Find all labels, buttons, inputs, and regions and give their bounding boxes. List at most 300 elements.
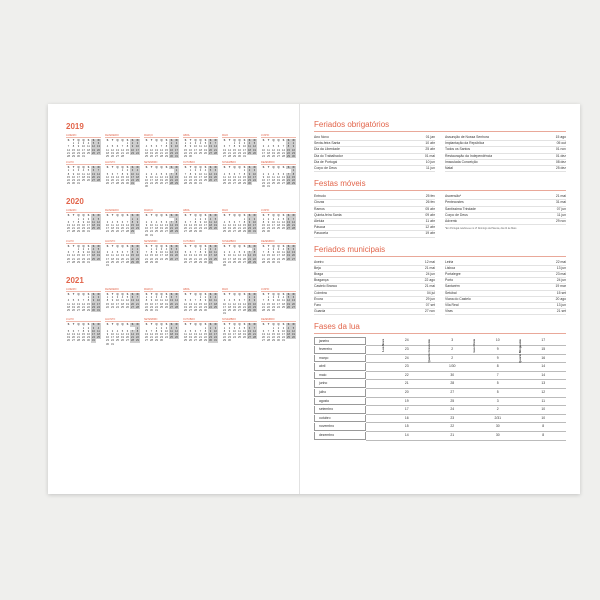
day-cell: 2 — [248, 169, 251, 173]
day-cell: 28 — [72, 230, 75, 234]
day-cell: 14 — [253, 329, 256, 333]
month-calendar — [144, 209, 179, 236]
day-cell: 20 — [189, 257, 192, 261]
day-cell: 21 — [136, 302, 139, 306]
day-cell: 6 — [223, 145, 226, 149]
day-cell: 14 — [97, 172, 100, 176]
day-cell: 8 — [262, 220, 265, 224]
day-cell: 15 — [82, 332, 85, 336]
day-cell: 4 — [145, 145, 148, 149]
moon-day: 5 — [475, 380, 521, 389]
month-grid — [66, 293, 101, 312]
day-cell: 20 — [282, 178, 285, 182]
day-cell: 28 — [282, 154, 285, 158]
day-cell: 24 — [116, 305, 119, 309]
day-cell: 23 — [204, 305, 207, 309]
day-cell: 14 — [160, 148, 163, 152]
day-cell: 20 — [184, 227, 187, 231]
holiday-name: Évora — [314, 296, 323, 301]
day-cell: 26 — [282, 227, 285, 231]
day-cell: 4 — [228, 299, 231, 303]
day-cell: 9 — [223, 254, 226, 258]
phase-spacer — [366, 415, 384, 424]
day-cell: 30 — [155, 260, 158, 264]
moon-day: 10 — [521, 415, 567, 424]
day-cell: 13 — [248, 329, 251, 333]
holiday-date: 01 mai — [424, 153, 435, 158]
day-cell: 8 — [243, 220, 246, 224]
day-cell: 9 — [228, 329, 231, 333]
day-cell: 13 — [223, 148, 226, 152]
holiday-date: 10 abr — [425, 141, 435, 146]
day-cell: 15 — [199, 254, 202, 258]
day-cell: 11 — [282, 251, 285, 255]
day-cell: 30 — [145, 185, 148, 189]
day-cell: 22 — [87, 305, 90, 309]
day-cell: 7 — [126, 220, 129, 224]
weekday-header: S — [282, 166, 285, 170]
day-cell: 21 — [170, 178, 173, 182]
day-cell: 21 — [238, 227, 241, 231]
weekday-header: Q — [199, 293, 202, 297]
weekday-header: D — [97, 323, 100, 327]
weekday-header: Q — [194, 293, 197, 297]
day-cell: 15 — [243, 175, 246, 179]
day-cell: 13 — [209, 145, 212, 149]
day-cell: 3 — [272, 217, 275, 221]
day-cell: 12 — [116, 224, 119, 227]
day-cell: 26 — [287, 257, 290, 261]
phase-spacer — [366, 355, 384, 364]
month-calendar — [222, 318, 257, 345]
day-cell: 9 — [136, 220, 139, 224]
day-cell: 17 — [160, 254, 163, 258]
weekday-header: S — [243, 323, 246, 327]
day-cell: 21 — [282, 151, 285, 155]
day-cell: 11 — [267, 148, 270, 152]
day-cell: 24 — [194, 151, 197, 155]
weekday-header: S — [248, 323, 251, 327]
weekday-header: D — [214, 293, 217, 297]
day-cell: 19 — [72, 305, 75, 309]
weekday-header: T — [72, 293, 75, 297]
day-cell: 24 — [267, 182, 270, 186]
day-cell: 1 — [267, 247, 270, 251]
day-cell: 24 — [150, 230, 153, 234]
weekday-header: Q — [155, 293, 158, 297]
day-cell: 24 — [277, 305, 280, 309]
weekday-header: S — [282, 293, 285, 297]
day-cell: 8 — [131, 220, 134, 224]
weekday-header: D — [214, 214, 217, 218]
day-cell: 24 — [204, 227, 207, 231]
holiday-name: Quinta-feira Santa — [314, 212, 342, 217]
holiday-column-right — [445, 135, 566, 172]
day-cell: 26 — [106, 182, 109, 186]
day-cell: 16 — [92, 302, 95, 306]
weekday-header: S — [92, 293, 95, 297]
day-cell: 7 — [72, 220, 75, 224]
day-cell: 21 — [199, 336, 202, 340]
day-cell: 10 — [253, 172, 256, 176]
weekday-header: S — [184, 323, 187, 327]
day-cell: 8 — [126, 145, 129, 149]
day-cell: 20 — [165, 227, 168, 231]
month-calendar — [66, 318, 101, 345]
day-cell: 16 — [199, 224, 202, 227]
day-cell: 10 — [194, 145, 197, 149]
weekday-header: T — [189, 244, 192, 248]
day-cell: 20 — [175, 254, 178, 258]
feriados-municipais-section — [314, 245, 566, 316]
day-cell: 1 — [145, 296, 148, 300]
month-calendar — [222, 161, 257, 188]
day-cell: 7 — [136, 296, 139, 300]
day-cell: 30 — [272, 309, 275, 312]
day-cell: 25 — [228, 309, 231, 312]
day-cell: 16 — [87, 332, 90, 336]
weekday-header: Q — [194, 166, 197, 170]
month-name: MAIO — [222, 288, 257, 292]
day-cell: 17 — [82, 148, 85, 152]
day-cell: 11 — [214, 251, 217, 255]
day-cell: 31 — [209, 260, 212, 264]
weekday-header: T — [111, 323, 114, 327]
day-cell: 4 — [111, 251, 114, 255]
day-cell: 26 — [209, 178, 212, 182]
day-cell: 17 — [272, 224, 275, 227]
day-cell: 30 — [238, 154, 241, 158]
day-cell: 6 — [277, 145, 280, 149]
phase-label: Lua Nova — [381, 339, 385, 353]
weekday-header: S — [209, 323, 212, 327]
day-cell: 27 — [72, 339, 75, 343]
month-name: NOVEMBRO — [222, 318, 257, 322]
day-cell: 21 — [160, 151, 163, 155]
moon-month: março — [314, 355, 366, 363]
day-cell: 22 — [150, 257, 153, 261]
moon-month: maio — [314, 372, 366, 380]
weekday-header: S — [282, 323, 285, 327]
weekday-header: S — [248, 139, 251, 142]
day-cell: 24 — [106, 230, 109, 234]
holiday-name: Portalegre — [445, 272, 461, 277]
day-cell: 7 — [175, 296, 178, 300]
weekday-header: S — [204, 244, 207, 248]
day-cell: 10 — [253, 220, 256, 224]
day-cell: 14 — [77, 332, 80, 336]
day-cell: 21 — [67, 151, 70, 155]
day-cell: 7 — [160, 145, 163, 149]
month-grid — [183, 323, 218, 342]
day-cell: 2 — [87, 326, 90, 330]
day-cell: 22 — [165, 151, 168, 155]
weekday-header: Q — [116, 139, 119, 142]
weekday-header: Q — [77, 323, 80, 327]
day-cell: 5 — [189, 329, 192, 333]
day-cell: 24 — [165, 336, 168, 340]
day-cell: 17 — [277, 302, 280, 306]
planner-spread — [48, 104, 580, 494]
day-cell: 18 — [145, 151, 148, 155]
day-cell: 22 — [199, 305, 202, 309]
day-cell: 29 — [287, 154, 290, 158]
weekday-header: T — [111, 166, 114, 170]
day-cell: 24 — [97, 305, 100, 309]
day-cell: 1 — [131, 247, 134, 251]
weekday-header: S — [243, 214, 246, 218]
day-cell: 23 — [194, 178, 197, 182]
day-cell: 22 — [126, 151, 129, 155]
day-cell: 20 — [67, 257, 70, 261]
day-cell: 3 — [165, 326, 168, 330]
day-cell: 22 — [248, 305, 251, 309]
day-cell: 6 — [121, 251, 124, 255]
day-cell: 16 — [77, 148, 80, 152]
weekday-header: S — [262, 166, 265, 170]
weekday-header: Q — [121, 293, 124, 297]
weekday-header: Q — [77, 214, 80, 218]
day-cell: 21 — [184, 178, 187, 182]
day-cell: 16 — [150, 302, 153, 306]
day-cell: 14 — [72, 224, 75, 227]
day-cell: 9 — [131, 145, 134, 149]
day-cell: 11 — [111, 254, 114, 258]
day-cell: 11 — [238, 329, 241, 333]
day-cell: 19 — [87, 175, 90, 179]
day-cell: 10 — [223, 302, 226, 306]
day-cell: 18 — [209, 224, 212, 227]
day-cell: 28 — [170, 182, 173, 186]
day-cell: 29 — [67, 182, 70, 186]
month-name: JUNHO — [261, 288, 296, 292]
day-cell: 8 — [267, 251, 270, 255]
day-cell: 22 — [199, 257, 202, 261]
day-cell: 10 — [243, 145, 246, 149]
day-cell: 9 — [111, 299, 114, 303]
weekday-header: S — [282, 244, 285, 248]
day-cell: 18 — [282, 302, 285, 306]
day-cell: 23 — [145, 230, 148, 234]
day-cell: 4 — [82, 169, 85, 173]
day-cell: 18 — [155, 227, 158, 231]
day-cell: 8 — [77, 220, 80, 224]
day-cell: 4 — [282, 296, 285, 300]
month-name: MAIO — [222, 134, 257, 138]
weekday-header: S — [92, 244, 95, 248]
day-cell: 2 — [150, 296, 153, 300]
day-cell: 25 — [209, 227, 212, 231]
weekday-header: Q — [277, 244, 280, 248]
day-cell: 21 — [262, 305, 265, 309]
day-cell: 11 — [223, 175, 226, 179]
day-cell: 22 — [77, 257, 80, 261]
day-cell: 31 — [77, 182, 80, 186]
day-cell: 16 — [126, 175, 129, 179]
day-cell: 10 — [175, 145, 178, 149]
day-cell: 17 — [214, 332, 217, 336]
day-cell: 17 — [116, 302, 119, 306]
day-cell: 7 — [238, 220, 241, 224]
weekday-header: S — [165, 293, 168, 297]
day-cell: 1 — [126, 142, 129, 146]
month-grid — [261, 293, 296, 312]
day-cell: 12 — [228, 224, 231, 227]
day-cell: 27 — [189, 309, 192, 312]
day-cell: 1 — [77, 217, 80, 221]
weekday-header: S — [126, 323, 129, 327]
day-cell: 9 — [248, 220, 251, 224]
day-cell: 12 — [116, 254, 119, 258]
day-cell: 18 — [106, 151, 109, 155]
day-cell: 4 — [87, 142, 90, 146]
month-grid — [66, 323, 101, 342]
weekday-header: Q — [121, 244, 124, 248]
holiday-date: 01 dez — [555, 153, 566, 158]
day-cell: 27 — [111, 182, 114, 186]
weekday-header: Q — [194, 139, 197, 142]
day-cell: 26 — [72, 309, 75, 312]
holiday-name: Corpo de Deus — [445, 212, 468, 217]
weekday-header: S — [67, 139, 70, 142]
day-cell: 6 — [282, 172, 285, 176]
day-cell: 10 — [155, 299, 158, 303]
day-cell: 19 — [160, 178, 163, 182]
day-cell: 25 — [82, 178, 85, 182]
moon-day: 2/31 — [475, 415, 521, 424]
holiday-row — [314, 309, 435, 315]
day-cell: 10 — [165, 329, 168, 333]
day-cell: 23 — [77, 151, 80, 155]
day-cell: 2 — [223, 251, 226, 255]
month-name: OUTUBRO — [183, 161, 218, 165]
day-cell: 12 — [106, 175, 109, 179]
day-cell: 1 — [272, 326, 275, 330]
day-cell: 6 — [67, 251, 70, 255]
day-cell: 20 — [145, 336, 148, 340]
day-cell: 12 — [175, 329, 178, 333]
holiday-name: Entrudo — [314, 194, 326, 199]
day-cell: 1 — [121, 169, 124, 173]
month-calendar — [66, 161, 101, 188]
day-cell: 26 — [214, 227, 217, 231]
day-cell: 26 — [228, 230, 231, 234]
day-cell: 16 — [131, 148, 134, 152]
day-cell: 29 — [233, 154, 236, 158]
day-cell: 9 — [292, 145, 295, 149]
month-grid — [183, 245, 218, 264]
day-cell: 15 — [204, 332, 207, 336]
weekday-header: S — [165, 244, 168, 248]
day-cell: 27 — [165, 182, 168, 186]
day-cell: 4 — [204, 169, 207, 173]
day-cell: 26 — [97, 257, 100, 261]
month-name: DEZEMBRO — [261, 240, 296, 244]
day-cell: 7 — [189, 220, 192, 224]
month-grid — [144, 323, 179, 342]
day-cell: 25 — [199, 151, 202, 155]
weekday-header: Q — [277, 166, 280, 170]
weekday-header: T — [150, 214, 153, 218]
day-cell: 6 — [209, 142, 212, 146]
day-cell: 15 — [145, 302, 148, 306]
month-grid — [222, 323, 257, 342]
day-cell: 23 — [111, 305, 114, 309]
day-cell: 3 — [155, 296, 158, 300]
day-cell: 1 — [292, 169, 295, 173]
moon-day: 17 — [521, 337, 567, 346]
day-cell: 11 — [223, 224, 226, 227]
day-cell: 8 — [267, 299, 270, 303]
day-cell: 1 — [194, 217, 197, 221]
day-cell: 5 — [272, 145, 275, 149]
day-cell: 18 — [204, 175, 207, 179]
weekday-header: Q — [155, 139, 158, 142]
day-cell: 2 — [272, 296, 275, 300]
months-row — [66, 288, 295, 316]
day-cell: 5 — [282, 217, 285, 221]
moon-month: setembro — [314, 406, 366, 414]
weekday-header: S — [243, 244, 246, 248]
day-cell: 23 — [292, 151, 295, 155]
day-cell: 5 — [184, 299, 187, 303]
day-cell: 21 — [126, 257, 129, 261]
day-cell: 15 — [223, 332, 226, 336]
day-cell: 8 — [233, 145, 236, 149]
day-cell: 4 — [121, 296, 124, 300]
day-cell: 20 — [121, 227, 124, 231]
day-cell: 14 — [199, 332, 202, 336]
day-cell: 8 — [292, 172, 295, 176]
holiday-row — [445, 219, 566, 225]
month-grid — [183, 293, 218, 312]
day-cell: 7 — [82, 299, 85, 303]
moon-day: 24 — [430, 406, 476, 415]
month-name: JANEIRO — [66, 209, 101, 213]
day-cell: 13 — [175, 251, 178, 255]
day-cell: 12 — [121, 332, 124, 336]
holiday-name: Ano Novo — [314, 135, 329, 139]
weekday-header: Q — [121, 323, 124, 327]
holiday-date: 15 set — [556, 290, 566, 295]
day-cell: 9 — [262, 175, 265, 179]
moon-phase-table — [314, 337, 566, 440]
day-cell: 2 — [248, 217, 251, 221]
day-cell: 9 — [150, 299, 153, 303]
day-cell: 27 — [184, 230, 187, 234]
day-cell: 28 — [160, 154, 163, 158]
month-name: SETEMBRO — [144, 240, 179, 244]
day-cell: 4 — [97, 326, 100, 330]
day-cell: 5 — [97, 247, 100, 251]
month-grid — [183, 166, 218, 185]
day-cell: 29 — [175, 182, 178, 186]
day-cell: 20 — [126, 336, 129, 340]
holiday-column-left — [314, 194, 435, 237]
moon-day: 9 — [475, 355, 521, 364]
day-cell: 18 — [111, 227, 114, 231]
holiday-name: Beja — [314, 265, 321, 270]
day-cell: 9 — [204, 299, 207, 303]
weekday-header: S — [243, 293, 246, 297]
day-cell: 21 — [175, 302, 178, 306]
weekday-header: S — [170, 214, 173, 218]
day-cell: 13 — [165, 175, 168, 179]
day-cell: 25 — [111, 260, 114, 264]
day-cell: 20 — [223, 151, 226, 155]
weekday-header: T — [189, 293, 192, 297]
weekday-header: S — [145, 166, 148, 170]
